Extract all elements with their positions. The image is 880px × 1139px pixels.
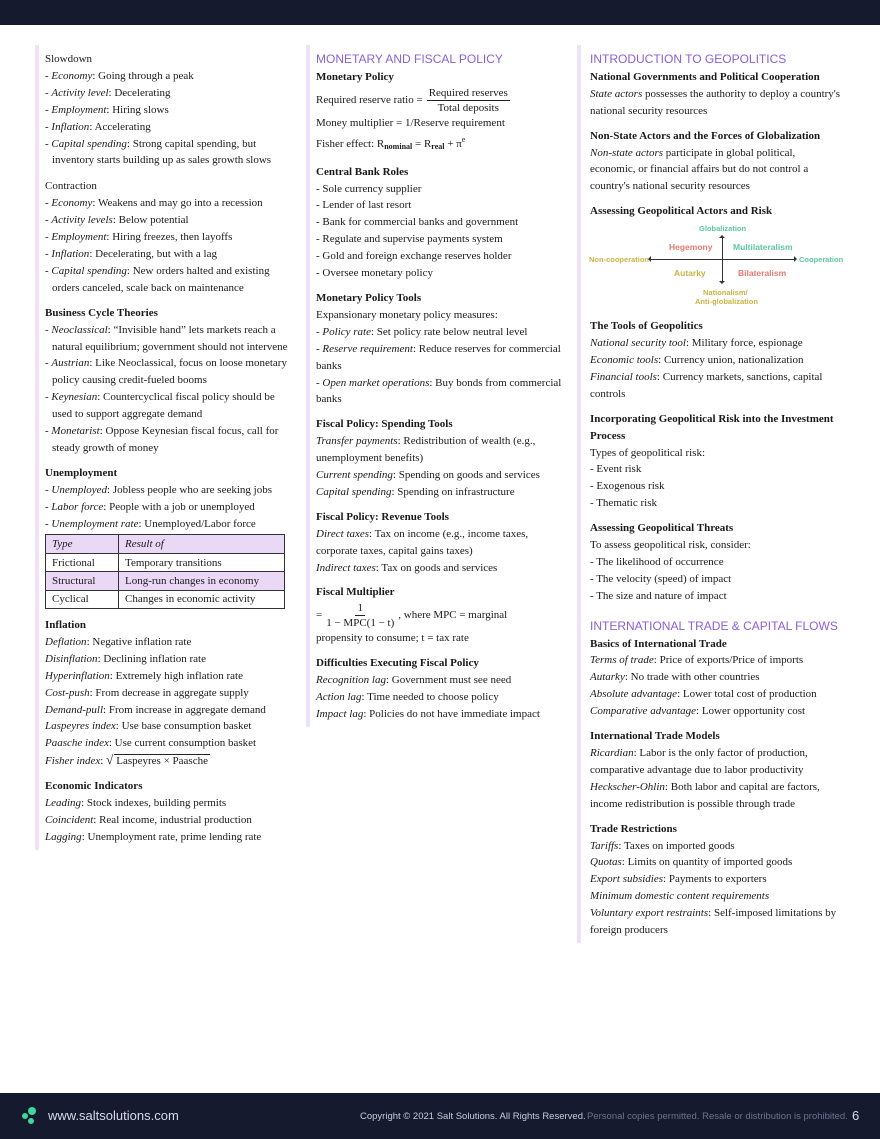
term: Financial tools (590, 370, 657, 383)
definition: : Strong capital spending, but inventory starts building up as sales growth slows (52, 137, 272, 167)
term: Economy (51, 197, 93, 210)
definition-line: - Labor force: People with a job or unemployed (45, 500, 255, 513)
definition-line (316, 689, 568, 706)
definition-line (45, 812, 293, 829)
fraction (326, 601, 394, 630)
subheading: Economic Indicators (45, 780, 143, 793)
term: Economy (51, 69, 93, 82)
definition-line (316, 433, 568, 467)
term: Austrian (51, 357, 90, 370)
subheading: Central Bank Roles (316, 165, 409, 178)
term: State actors (590, 87, 643, 100)
table-cell: Cyclical (46, 590, 119, 608)
definition: : Real income, industrial production (93, 814, 252, 826)
definition: : Like Neoclassical, focus on loose monetary policy causing credit-fueled booms (52, 357, 287, 387)
definition-line (590, 652, 843, 669)
definition: : (100, 755, 107, 768)
term: Monetarist (51, 425, 100, 438)
definition-line (590, 854, 843, 871)
definition-line (590, 779, 843, 813)
definition-line (590, 352, 843, 369)
header-cell: Result of (119, 535, 285, 553)
table-header (46, 535, 285, 553)
term: Capital spending (51, 264, 127, 277)
term: Policy rate (322, 325, 371, 338)
definition: : Currency union, nationalization (658, 353, 804, 366)
definition-line: - Activity level: Decelerating (45, 86, 171, 99)
definition-line: - Open market operations: Buy bonds from commercial banks (316, 376, 562, 406)
definition-line (590, 145, 843, 196)
definition-line (45, 634, 293, 651)
table-cell: Long-run changes in economy (119, 572, 285, 590)
geopolitical-actors-diagram (586, 222, 844, 310)
definition-line (590, 871, 843, 888)
term: Quotas (590, 856, 622, 869)
definition: : Jobless people who are seeking jobs (107, 483, 272, 496)
definition: : New orders halted and existing orders canceled, scale back on maintenance (52, 264, 270, 294)
definition-line: - Capital spending: Strong capital spending, but inventory starts building up as sales growth slows (45, 137, 272, 167)
subheading: Fiscal Policy: Spending Tools (316, 418, 453, 431)
subheading: Fiscal Multiplier (316, 586, 395, 599)
definition: : Declining inflation rate (97, 652, 206, 665)
formula-part: e (461, 134, 466, 144)
text-line: - The velocity (speed) of impact (590, 572, 732, 585)
subheading: Incorporating Geopolitical Risk into the Investment Process (590, 412, 834, 442)
definition: : Tax on income (e.g., income taxes, corporate taxes, capital gains taxes) (316, 527, 529, 557)
definition: : Policies do not have immediate impact (363, 708, 540, 720)
term: Voluntary export restraints (590, 907, 709, 920)
term: Inflation (51, 120, 90, 133)
term: Fisher index (45, 755, 101, 768)
definition-line: - Economy: Weakens and may go into a recession (45, 197, 263, 210)
definition: : Redistribution of wealth (e.g., unemployment benefits) (316, 435, 536, 465)
unemployment-types-table (45, 534, 285, 609)
term: Open market operations (322, 376, 430, 389)
definition-line (316, 560, 568, 577)
term: Keynesian (51, 391, 98, 404)
text-line: - Regulate and supervise payments system (316, 233, 503, 246)
definition-line (45, 795, 293, 812)
footer (0, 1093, 880, 1139)
definition-line (590, 703, 843, 720)
term: Current spending (316, 469, 393, 482)
fisher-effect-formula (316, 132, 568, 156)
term: Neoclassical (51, 323, 108, 336)
definition: : People with a job or unemployed (103, 500, 255, 513)
term: Autarky (590, 671, 625, 684)
text-line: - Thematic risk (590, 497, 657, 510)
definition-line: - Inflation: Accelerating (45, 120, 151, 133)
definition: : Use current consumption basket (108, 737, 257, 750)
term: Heckscher-Ohlin (590, 780, 665, 793)
diagram-label-bottom2: Anti-globalization (695, 297, 758, 307)
definition: : Taxes on imported goods (618, 839, 735, 852)
definition: : Both labor and capital are factors, income redistribution is possible through trade (590, 780, 820, 810)
column-3 (577, 45, 843, 943)
formula-part: + π (444, 137, 462, 150)
definition: possesses the authority to deploy a country's national security resources (590, 87, 841, 117)
definition: : Tax on goods and services (375, 561, 498, 574)
table-row (46, 553, 285, 571)
definition-line: - Inflation: Decelerating, but with a lag (45, 247, 217, 260)
table-cell: Structural (46, 572, 119, 590)
formula-lhs: = (316, 609, 323, 622)
definition: : Spending on infrastructure (391, 485, 515, 498)
definition: : Use base consumption basket (115, 720, 252, 733)
definition: : Extremely high inflation rate (109, 669, 243, 682)
term: Activity levels (51, 214, 113, 227)
definition: : Lower total cost of production (677, 688, 817, 701)
term: Leading (45, 797, 82, 810)
definition: : Decelerating (108, 86, 171, 99)
definition: : Reduce reserves for commercial banks (316, 342, 561, 372)
definition-line (590, 838, 843, 855)
term: Indirect taxes (316, 561, 376, 574)
term: Non-state actors (590, 146, 664, 159)
subheading: Assessing Geopolitical Actors and Risk (590, 205, 773, 218)
definition-line (590, 745, 843, 779)
section-title: INTERNATIONAL TRADE & CAPITAL FLOWS (590, 618, 838, 633)
definition-line (45, 735, 293, 752)
subheading: Monetary Policy Tools (316, 291, 422, 304)
term: Impact lag (316, 708, 364, 720)
fisher-index-formula (45, 752, 293, 770)
term: Hyperinflation (45, 669, 110, 682)
term: Lagging (45, 830, 82, 843)
formula-part: = R (412, 137, 432, 150)
fraction (427, 86, 510, 115)
definition: : Below potential (112, 214, 189, 227)
term: Reserve requirement (322, 342, 413, 355)
formula (316, 601, 568, 630)
text-line: - Oversee monetary policy (316, 267, 433, 280)
definition-line (590, 86, 843, 120)
diagram-label-left: Non-cooperation (589, 255, 649, 265)
text-line: Types of geopolitical risk: (590, 446, 706, 459)
definition: : Weakens and may go into a recession (92, 197, 263, 210)
header-cell: Type (46, 535, 119, 553)
definition: : Military force, espionage (685, 337, 803, 350)
column-1 (35, 45, 293, 850)
subheading: National Governments and Political Cooperation (590, 70, 820, 83)
term: Action lag (316, 691, 362, 704)
definition-line (590, 669, 843, 686)
definition-line (590, 888, 843, 905)
diagram-label-top: Globalization (699, 224, 747, 234)
definition: : Spending on goods and services (392, 469, 540, 482)
text-line: Slowdown (45, 53, 93, 65)
definition-line (590, 335, 843, 352)
definition: : Buy bonds from commercial banks (316, 376, 562, 406)
subheading: Difficulties Executing Fiscal Policy (316, 657, 479, 670)
denominator: Total deposits (437, 101, 499, 114)
definition: : Accelerating (89, 120, 151, 133)
term: Minimum domestic content requirements (590, 890, 770, 903)
table-cell: Temporary transitions (119, 553, 285, 571)
term: Terms of trade (590, 654, 654, 667)
definition: : Limits on quantity of imported goods (621, 856, 793, 869)
text-line: Expansionary monetary policy measures: (316, 308, 498, 321)
definition: : Hiring slows (106, 103, 169, 116)
term: National security tool (590, 337, 686, 350)
diagram-label-tl: Hegemony (669, 242, 713, 253)
definition-line (316, 467, 568, 484)
definition: : Unemployed/Labor force (138, 517, 256, 530)
table-cell: Changes in economic activity (119, 590, 285, 608)
subheading: The Tools of Geopolitics (590, 320, 703, 333)
definition-line: - Austrian: Like Neoclassical, focus on loose monetary policy causing credit-fueled booms (45, 357, 287, 387)
diagram-label-br: Bilateralism (738, 268, 787, 279)
text-line: - Sole currency supplier (316, 182, 422, 195)
text-line: - Gold and foreign exchange reserves holder (316, 250, 512, 263)
term: Capital spending (316, 485, 392, 498)
definition-line (45, 718, 293, 735)
term: Ricardian (590, 747, 634, 759)
diagram-label-bl: Autarky (674, 268, 706, 279)
definition-line: - Activity levels: Below potential (45, 214, 189, 227)
top-band (0, 0, 880, 25)
page-number: 6 (852, 1108, 860, 1123)
numerator: Required reserves (428, 86, 508, 99)
term: Deflation (45, 635, 87, 648)
definition: : No trade with other countries (624, 671, 760, 684)
diagram-label-tr: Multilateralism (733, 242, 793, 253)
definition-line (45, 829, 293, 846)
term: Export subsidies (590, 873, 664, 886)
formula-lhs: Required reserve ratio = (316, 93, 423, 106)
text-line: Money multiplier = 1/Reserve requirement (316, 116, 505, 129)
definition-line (45, 685, 293, 702)
definition: : Lower opportunity cost (696, 705, 806, 718)
salt-logo-icon (22, 1107, 40, 1125)
definition: : Self-imposed limitations by foreign producers (590, 907, 837, 937)
subheading: Assessing Geopolitical Threats (590, 522, 734, 535)
website-link[interactable]: www.saltsolutions.com (48, 1108, 179, 1123)
subheading: Trade Restrictions (590, 822, 677, 835)
numerator: 1 (357, 602, 363, 615)
term: Disinflation (45, 652, 98, 665)
diagram-label-bottom1: Nationalism/ (703, 288, 748, 298)
text-line: - Bank for commercial banks and government (316, 216, 519, 229)
usage-notice: Personal copies permitted. Resale or distribution is prohibited. (587, 1111, 848, 1122)
term: Absolute advantage (590, 688, 678, 701)
definition: : From decrease in aggregate supply (89, 686, 249, 699)
definition: : Price of exports/Price of imports (653, 654, 804, 667)
radicand: Laspeyres × Paasche (116, 755, 208, 768)
diagram-label-right: Cooperation (799, 255, 844, 265)
denominator: 1 − MPC(1 − t) (326, 617, 395, 630)
definition: : Currency markets, sanctions, capital controls (590, 370, 823, 400)
definition-line: - Policy rate: Set policy rate below neutral level (316, 325, 528, 338)
definition-line (316, 484, 568, 501)
term: Recognition lag (316, 674, 386, 687)
definition: : Government must see need (385, 674, 512, 687)
definition-line (45, 668, 293, 685)
definition-line: - Employment: Hiring freezes, then layoffs (45, 231, 233, 244)
definition: : Set policy rate below neutral level (371, 325, 528, 338)
definition-line: - Neoclassical: “Invisible hand” lets markets reach a natural equilibrium; government should not intervene (45, 323, 288, 353)
term: Economic tools (590, 353, 659, 366)
term: Direct taxes (316, 527, 370, 540)
definition: : Stock indexes, building permits (81, 797, 227, 810)
definition: : Labor is the only factor of production, comparative advantage due to labor productivity (590, 747, 808, 776)
term: Employment (51, 231, 107, 244)
term: Comparative advantage (590, 705, 697, 718)
term: Capital spending (51, 137, 127, 150)
text-line: To assess geopolitical risk, consider: (590, 539, 751, 552)
subheading: Non-State Actors and the Forces of Globalization (590, 129, 821, 142)
term: Activity level (51, 86, 109, 99)
term: Paasche index (45, 737, 109, 750)
text-line: - The likelihood of occurrence (590, 555, 724, 568)
text-line: - Lender of last resort (316, 199, 412, 212)
definition-line: - Reserve requirement: Reduce reserves for commercial banks (316, 342, 561, 372)
definition: : Negative inflation rate (86, 635, 192, 648)
definition: : From increase in aggregate demand (103, 703, 266, 716)
section-title: MONETARY AND FISCAL POLICY (316, 52, 503, 66)
globalization-axis (722, 236, 723, 283)
term: Tariffs (590, 839, 619, 852)
subheading: Basics of International Trade (590, 637, 727, 650)
formula (316, 86, 568, 115)
copyright: Copyright © 2021 Salt Solutions. All Rights Reserved. (360, 1111, 586, 1122)
term: Coincident (45, 814, 94, 826)
column-2 (306, 45, 568, 727)
term: Demand-pull (45, 703, 104, 716)
subheading: International Trade Models (590, 730, 720, 743)
formula-part: real (431, 141, 445, 151)
sqrt-icon: √ (106, 752, 114, 768)
formula-part: nominal (384, 141, 413, 151)
subheading: Monetary Policy (316, 70, 394, 83)
definition-line (590, 686, 843, 703)
definition-line: - Unemployment rate: Unemployed/Labor force (45, 517, 256, 530)
definition-line (590, 369, 843, 403)
definition: : Payments to exporters (663, 873, 767, 886)
term: Labor force (51, 500, 104, 513)
definition-line: - Monetarist: Oppose Keynesian fiscal focus, call for steady growth of money (45, 425, 279, 454)
table-row (46, 572, 285, 590)
term: Unemployed (51, 483, 108, 496)
text-line: - Event risk (590, 463, 642, 476)
definition: participate in global political, economic, or financial affairs but do not control a country's national security resources (590, 146, 809, 193)
term: Cost-push (45, 686, 90, 699)
definition-line (316, 706, 568, 723)
subheading: Fiscal Policy: Revenue Tools (316, 510, 449, 523)
subheading: Inflation (45, 619, 86, 632)
definition-line (316, 672, 568, 689)
formula-part: Fisher effect: R (316, 137, 385, 150)
table-row (46, 590, 285, 608)
definition: : Unemployment rate, prime lending rate (81, 830, 262, 843)
definition: : Going through a peak (92, 69, 194, 82)
definition: : Decelerating, but with a lag (89, 247, 217, 260)
section-title: INTRODUCTION TO GEOPOLITICS (590, 52, 787, 66)
definition-line: - Keynesian: Countercyclical fiscal policy should be used to support aggregate demand (45, 391, 275, 421)
term: Unemployment rate (51, 517, 139, 530)
definition-line: - Economy: Going through a peak (45, 69, 194, 82)
definition-line (316, 526, 568, 560)
text-line: - The size and nature of impact (590, 589, 727, 602)
formula-rhs: , where MPC = marginal (398, 609, 508, 622)
subheading: Unemployment (45, 466, 118, 479)
term: Transfer payments (316, 435, 398, 448)
definition-line (45, 702, 293, 719)
definition-line: - Employment: Hiring slows (45, 103, 169, 116)
definition: : Countercyclical fiscal policy should be used to support aggregate demand (52, 391, 275, 421)
text-line: Contraction (45, 180, 97, 193)
term: Inflation (51, 247, 90, 260)
definition-line (590, 905, 843, 939)
table-cell: Frictional (46, 553, 119, 571)
definition: : Oppose Keynesian fiscal focus, call for steady growth of money (52, 425, 279, 454)
definition: : Hiring freezes, then layoffs (106, 231, 233, 244)
text-line: propensity to consume; t = tax rate (316, 632, 469, 645)
subheading: Business Cycle Theories (45, 306, 158, 319)
term: Employment (51, 103, 107, 116)
definition: : “Invisible hand” lets markets reach a natural equilibrium; government should not intervene (52, 323, 288, 353)
definition-line: - Unemployed: Jobless people who are seeking jobs (45, 483, 272, 496)
term: Laspeyres index (45, 720, 116, 733)
definition: : Time needed to choose policy (361, 691, 499, 704)
text-line: - Exogenous risk (590, 480, 665, 493)
definition-line (45, 651, 293, 668)
definition-line: - Capital spending: New orders halted and existing orders canceled, scale back on maintenance (45, 264, 270, 294)
